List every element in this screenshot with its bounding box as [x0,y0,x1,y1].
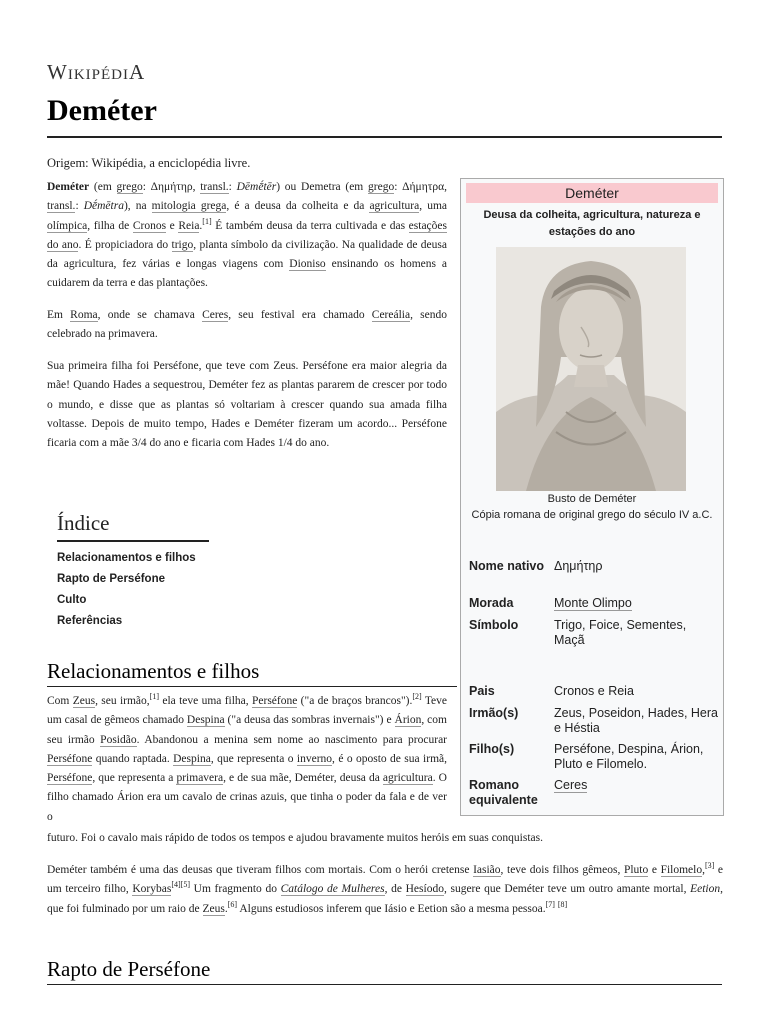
toc-item[interactable]: Referências [57,615,123,627]
section-heading-relacionamentos: Relacionamentos e filhos [47,659,260,683]
paragraph-mortais: Deméter também é uma das deusas que tiveram filhos com mortais. Com o herói cretense Iasião, teve dois filhos gêmeos, Pluto e Filomelo,[3] e um terceiro filho, Korybas[4][5] Um fragmento do Catálogo de Mulheres, de Hesíodo, sugere que Deméter teve um outro amante mortal, Eetion, que foi fulminado por um raio de Zeus.[6] Alguns estudiosos inferem que Iásio e Eetion são a mesma pessoa.[7] [8] [47,861,724,915]
origin-line: Origem: Wikipédia, a enciclopédia livre. [47,156,251,170]
section-heading-rapto: Rapto de Perséfone [47,957,211,981]
infobox: Deméter Deusa da colheita, agricultura, natureza e estações do ano Busto de Deméter Cópia romana de original grego do século IV a.C. Nome nativo Δημήτηρ Morada Monte Olimpo Símbolo Trigo, Foice, Sementes, Maçã Pais Cronos e Reia Irmão(s) Zeus, Poseidon, Hades, Hera e Héstia Filho(s) Perséfone, Despina, Árion, Pluto e Filomelo. Romano equivalente Ceres [460,178,724,816]
paragraph-relacionamentos-end: futuro. Foi o cavalo mais rápido de todos os tempos e ajudou bravamente muitos heróis em suas conquistas. [47,832,544,844]
section-divider [47,984,722,985]
toc-item[interactable]: Culto [57,594,87,606]
wikipedia-wordmark[interactable]: WIKIPÉDIA [47,60,146,84]
toc-item[interactable]: Relacionamentos e filhos [57,552,196,564]
table-of-contents [57,511,209,632]
image-caption: Busto de Deméter Cópia romana de original grego do século IV a.C. [471,493,713,521]
paragraph-persefone: Sua primeira filha foi Perséfone, que teve com Zeus. Perséfone era maior alegria da mãe! Quando Hades a sequestrou, Deméter fez as plantas pararem de crescer por todo o mundo, e disse que as plantas só voltariam à crescer quando sua amada filha voltasse. Depois de muito tempo, Hades e Deméter fizeram um acordo... Perséfone ficaria com a mãe 3/4 do ano e ficaria com Hades 1/4 do ano. [47,360,447,450]
toc-item[interactable]: Rapto de Perséfone [57,573,165,585]
infobox-title: Deméter [466,183,718,203]
toc-heading: Índice [57,511,209,542]
bust-image[interactable] [496,247,686,491]
infobox-caption: Deusa da colheita, agricultura, natureza e estações do ano [483,209,701,238]
page-title: Deméter [47,94,157,127]
paragraph-relacionamentos: Com Zeus, seu irmão,[1] ela teve uma filha, Perséfone ("a de braços brancos").[2] Teve um casal de gêmeos chamado Despina ("a deusa das sombras invernais") e Árion, com seu irmão Posidão. Abandonou a menina sem nome ao nascimento para procurar Perséfone quando raptada. Despina, que representa o inverno, é o oposto de sua irmã, Perséfone, que representa a primavera, e de sua mãe, Deméter, deusa da agricultura. O filho chamado Árion era um cavalo de crinas azuis, que tinha o poder da fala e de ver o [47,692,448,823]
paragraph-roma: Em Roma, onde se chamava Ceres, seu festival era chamado Cereália, sendo celebrado na primavera. [47,309,447,341]
section-divider [47,686,457,687]
bust-illustration [496,247,686,491]
intro-paragraph: Deméter (em grego: Δημήτηρ, transl.: Dēmḗtēr) ou Demetra (em grego: Δήμητρα, transl.: Dḗmētra), na mitologia grega, é a deusa da colheita e da agricultura, uma olímpica, filha de Cronos e Reia.[1] É também deusa da terra cultivada e das estações do ano. É propiciadora do trigo, planta símbolo da civilização. Na qualidade de deusa da agricultura, fez várias e longas viagens com Dioniso ensinando os homens a cuidarem da terra e das plantações. [47,181,448,290]
title-divider [47,136,722,138]
